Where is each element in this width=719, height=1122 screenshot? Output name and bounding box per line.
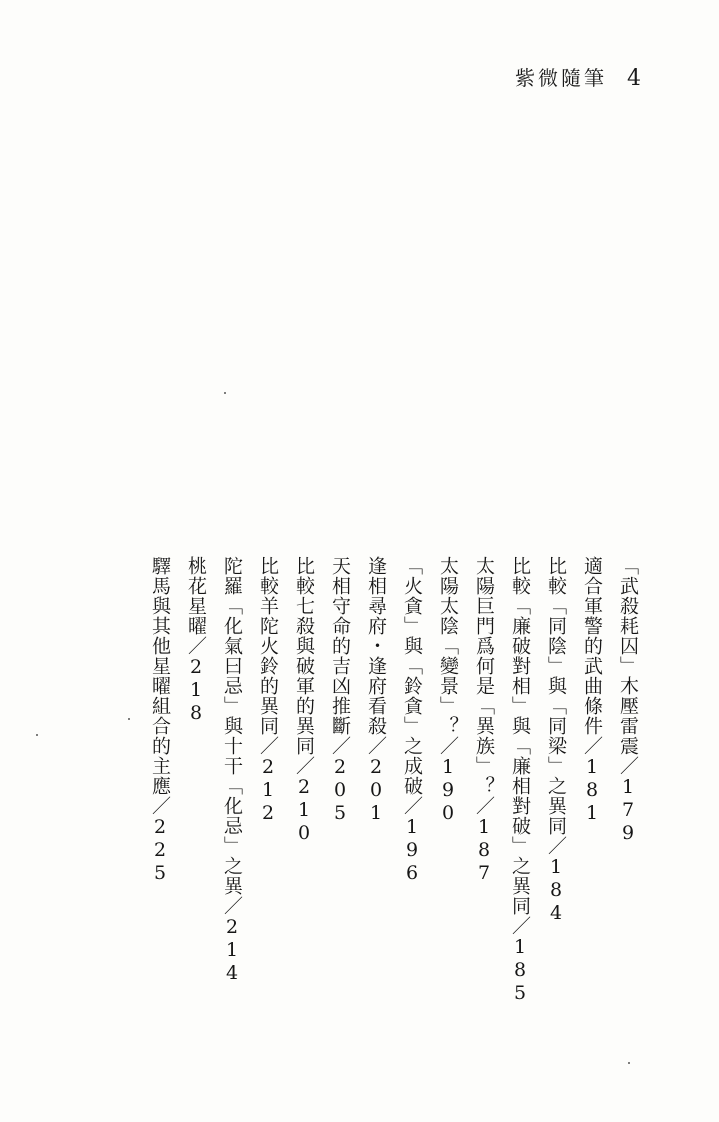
toc-entry: 天相守命的吉凶推斷／205 [329,556,351,825]
toc-entry: 比較七殺與破軍的異同／210 [293,556,315,845]
toc-entry: 「武殺耗囚」木壓雷震／179 [617,556,639,845]
scan-speck [128,718,130,720]
scan-speck [628,1062,630,1064]
toc-entry: 陀羅「化氣曰忌」與十干「化忌」之異／214 [221,556,243,985]
toc-entry: 逢相尋府・逢府看殺／201 [365,556,387,825]
toc-entry: 太陽巨門爲何是「異族」？／187 [473,556,495,885]
toc-entry: 「火貪」與「鈴貪」之成破／196 [401,556,423,885]
table-of-contents [140,556,640,1056]
toc-entry: 驛馬與其他星曜組合的主應／225 [149,556,171,885]
page-number: 4 [627,66,641,91]
book-title: 紫微隨筆 [515,66,607,90]
toc-entry: 太陽太陰「變景」？／190 [437,556,459,825]
scan-speck [224,392,226,394]
toc-entry: 比較「廉破對相」與「廉相對破」之異同／185 [509,556,531,1005]
toc-entry: 適合軍警的武曲條件／181 [581,556,603,825]
toc-entry: 桃花星曜／218 [185,556,207,725]
toc-entry: 比較「同陰」與「同梁」之異同／184 [545,556,567,925]
scan-speck [36,734,38,736]
running-header [515,62,641,91]
toc-entry: 比較羊陀火鈴的異同／212 [257,556,279,825]
